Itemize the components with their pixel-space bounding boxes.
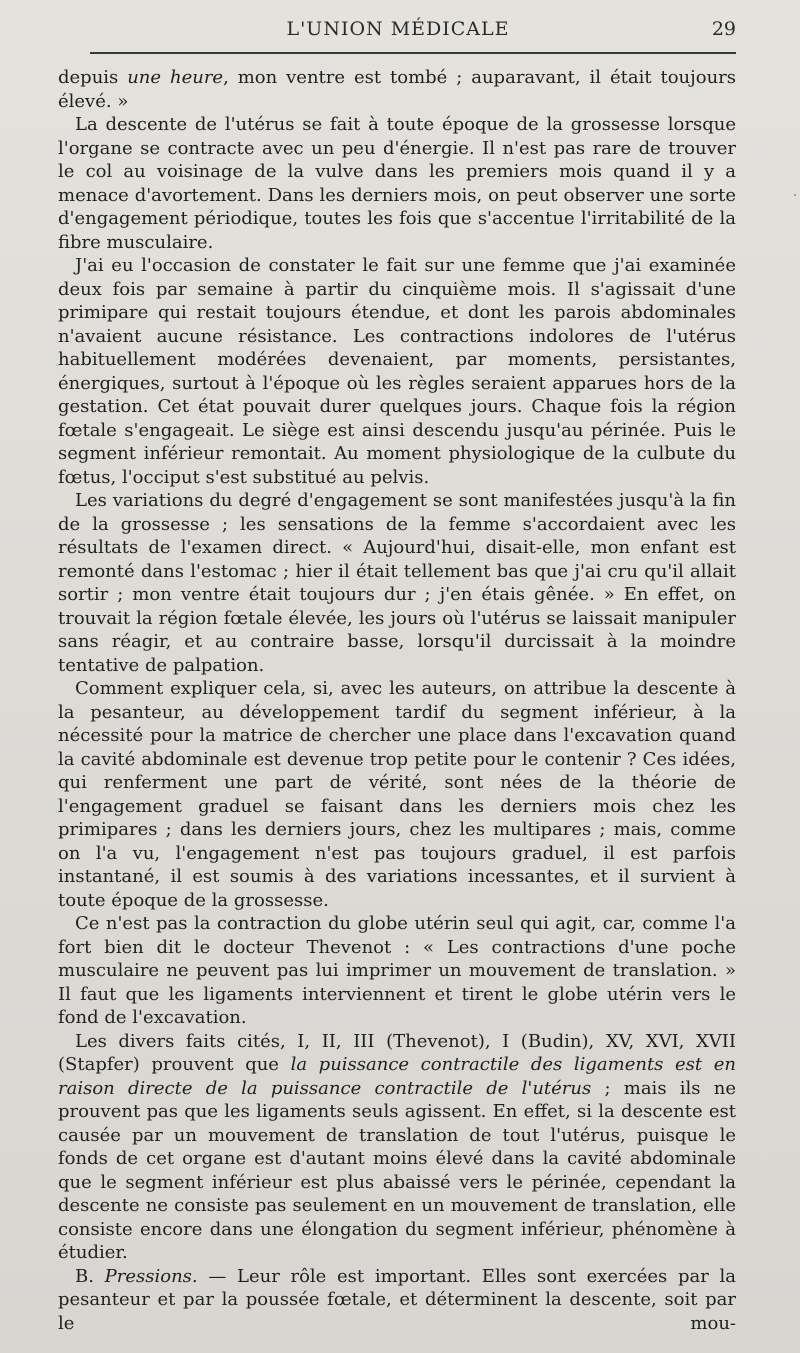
paragraph	[58, 489, 736, 677]
text-run: B.	[75, 1265, 105, 1287]
header-rule	[90, 52, 736, 54]
page-number: 29	[711, 18, 736, 40]
page-header	[60, 18, 736, 48]
paragraph	[58, 113, 736, 254]
running-title: L'UNION MÉDICALE	[286, 18, 510, 40]
paragraph	[58, 1030, 736, 1265]
text-run: , mon ventre est tombé ; auparavant, il était toujours élevé. »	[58, 67, 736, 112]
text-run: depuis	[58, 67, 128, 88]
text-run: Comment expliquer cela, si, avec les auteurs, on attribue la descente à la pesanteur, au développement tardif du segment inférieur, à la nécessité pour la matrice de chercher une place dans l'excavation quand la cavité abdominale est devenue trop petite pour le contenir ? Ces idées, qui renferment une part de vérité, sont nées de la théorie de l'engagement graduel se faisant dans les derniers mois chez les primipares ; dans les derniers jours, chez les multipares ; mais, comme on l'a vu, l'engagement n'est pas toujours graduel, il est parfois instantané, il est soumis à des variations incessantes, et il survient à toute époque de la grossesse.	[58, 678, 736, 911]
italic-run: Pressions.	[104, 1265, 198, 1287]
text-run: — Leur rôle est important. Elles sont exercées par la pesanteur et par la poussée fœtale, et déterminent la descente, soit par le mou-	[58, 1265, 736, 1334]
text-run: La descente de l'utérus se fait à toute époque de la grossesse lorsque l'organe se contracte avec un peu d'énergie. Il n'est pas rare de trouver le col au voisinage de la vulve dans les premiers mois quand il y a menace d'avortement. Dans les derniers mois, on peut observer une sorte d'engagement périodique, toutes les fois que s'accentue l'irritabilité de la fibre musculaire.	[58, 114, 736, 253]
italic-run: la puissance contractile des ligaments est en raison directe de la puissance contractile de l'utérus	[58, 1054, 736, 1099]
text-run: Ce n'est pas la contraction du globe utérin seul qui agit, car, comme l'a fort bien dit le docteur Thevenot : « Les contractions d'une poche musculaire ne peuvent pas lui imprimer un mouvement de translation. » Il faut que les ligaments interviennent et tirent le globe utérin vers le fond de l'excavation.	[58, 913, 736, 1028]
text-run: Les variations du degré d'engagement se sont manifestées jusqu'à la fin de la grossesse ; les sensations de la femme s'accordaient avec les résultats de l'examen direct. « Aujourd'hui, disait-elle, mon enfant est remonté dans l'estomac ; hier il était tellement bas que j'ai cru qu'il allait sortir ; mon ventre était toujours dur ; j'en étais gênée. » En effet, on trouvait la région fœtale élevée, les jours où l'utérus se laissait manipuler sans réagir, et au contraire basse, lorsqu'il durcissait à la moindre tentative de palpation.	[58, 490, 736, 676]
text-run: J'ai eu l'occasion de constater le fait sur une femme que j'ai examinée deux fois par semaine à partir du cinquième mois. Il s'agissait d'une primipare qui restait toujours étendue, et dont les parois abdominales n'avaient aucune résistance. Les contractions indolores de l'utérus habituellement modérées devenaient, par moments, persistantes, énergiques, surtout à l'époque où les règles seraient apparues hors de la gestation. Cet état pouvait durer quelques jours. Chaque fois la région fœtale s'engageait. Le siège est ainsi descendu jusqu'au périnée. Puis le segment inférieur remontait. Au moment physiologique de la culbute du fœtus, l'occiput s'est substitué au pelvis.	[58, 255, 736, 488]
paragraph	[58, 912, 736, 1030]
paragraph	[58, 677, 736, 912]
paragraph	[58, 254, 736, 489]
scan-speck	[794, 194, 796, 196]
text-run: Les divers faits cités, I, II, III (Thevenot), I (Budin), XV, XVI, XVII (Stapfer) prouvent que	[58, 1030, 736, 1075]
article-body	[58, 66, 736, 1335]
paragraph	[58, 1265, 736, 1336]
italic-run: une heure	[127, 67, 224, 88]
paragraph	[58, 66, 736, 113]
text-run: ; mais ils ne prouvent pas que les ligaments seuls agissent. En effet, si la descente est causée par un mouvement de translation de tout l'utérus, puisque le fonds de cet organe est d'autant moins élevé dans la cavité abdominale que le segment inférieur est plus abaissé vers le périnée, cependant la descente ne consiste pas seulement en un mouvement de translation, elle consiste encore dans une élongation du segment inférieur, phénomène à étudier.	[58, 1077, 736, 1263]
